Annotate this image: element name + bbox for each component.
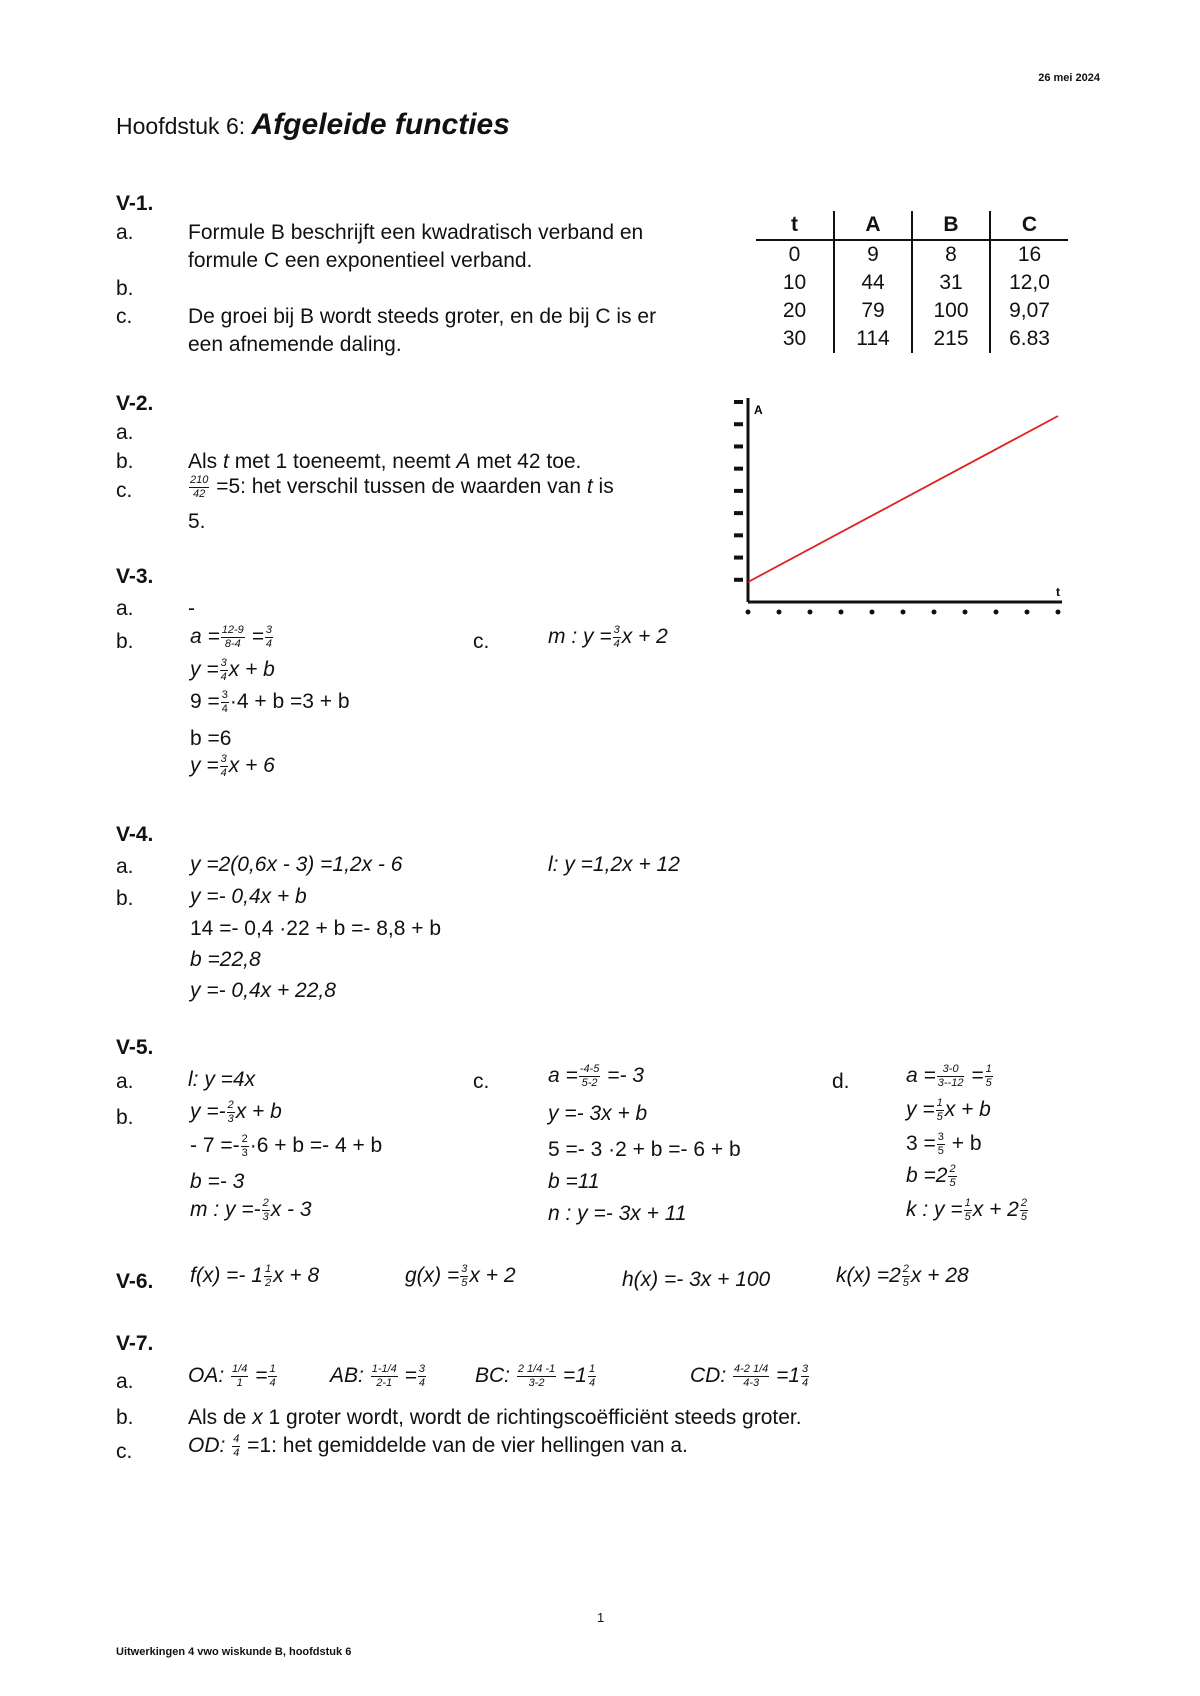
v3-a-letter: a. [116, 597, 134, 620]
x-tick [901, 610, 906, 615]
v4-b-line4: y =- 0,4x + 22,8 [190, 979, 336, 1002]
v4-a-text: y =2(0,6x - 3) =1,2x - 6 [190, 853, 403, 876]
var-t: t [586, 475, 593, 499]
v2-c-line2: 5. [188, 510, 206, 533]
series-line [748, 416, 1058, 582]
v5-b-line1: y =- $\frac{2}{3}$ x + b [190, 1099, 282, 1125]
v5-a-letter: a. [116, 1070, 134, 1093]
section-v1-label: V-1. [116, 192, 154, 215]
v7-c-letter: c. [116, 1440, 133, 1463]
fraction: $\frac{3}{4}$ [418, 1363, 426, 1389]
v2-c-text [188, 475, 614, 500]
chart-series [748, 416, 1058, 582]
v5-c-line3: 5 =- 3 ·2 + b =- 6 + b [548, 1138, 741, 1161]
v5-b-line4: m : y =- $\frac{2}{3}$ x - 3 [190, 1197, 312, 1223]
v7-b-letter: b. [116, 1406, 134, 1429]
x-tick [746, 610, 751, 615]
v3-b-line2: y = $\frac{3}{4}$ x + b [190, 657, 275, 683]
v4-b-letter: b. [116, 887, 134, 910]
var-t: t [223, 450, 229, 473]
table-row [756, 269, 1068, 297]
v7-a-letter: a. [116, 1370, 134, 1393]
v7-b-text: Als de x 1 groter wordt, wordt de richtingscoëfficiënt steeds groter. [188, 1406, 802, 1429]
x-tick [777, 610, 782, 615]
fraction: $\frac{3}{5}$ [461, 1263, 468, 1289]
table-cell: 114 [834, 325, 912, 353]
v3-b-line3: 9 = $\frac{3}{4}$ ·4 + b =3 + b [190, 689, 350, 715]
line-chart [720, 380, 1085, 620]
x-tick [808, 610, 813, 615]
section-v3-label: V-3. [116, 565, 154, 588]
section-v5-label: V-5. [116, 1036, 154, 1059]
v1-a-letter: a. [116, 221, 134, 244]
chart-xlabel: t [1056, 585, 1060, 599]
table-cell: 12,0 [990, 269, 1068, 297]
table-row [756, 240, 1068, 269]
table-header-cell: C [990, 211, 1068, 240]
v3-b-line1: a = $\frac{12-9}{8-4}$ = $\frac{3}{4}$ [190, 624, 273, 650]
v5-c-line4: b =11 [548, 1170, 600, 1193]
v5-d-line3: 3 = $\frac{3}{5}$ + b [906, 1131, 982, 1157]
v2-c-letter: c. [116, 479, 133, 502]
fraction: $\frac{1}{4}$ [269, 1363, 276, 1389]
v3-c-letter: c. [473, 630, 490, 653]
x-tick [870, 610, 875, 615]
v7-a-cd: CD: $\frac{4-2 1/4}{4-3}$ =1 $\frac{3}{4}$ [690, 1363, 809, 1389]
table-cell: 8 [912, 240, 990, 269]
v5-b-letter: b. [116, 1106, 134, 1129]
fraction: $\frac{2}{3}$ [241, 1133, 248, 1159]
v5-d-line1: a = $\frac{3-0}{3--12}$ = $\frac{1}{5}$ [906, 1063, 992, 1089]
chart-axes [734, 398, 1062, 615]
text-run: Als [188, 450, 224, 473]
v2-b-text [188, 450, 581, 474]
fraction: $\frac{3}{4}$ [613, 624, 620, 650]
y-tick [734, 556, 743, 560]
fraction: $\frac{1}{5}$ [964, 1197, 971, 1223]
fraction: $\frac{2}{5}$ [902, 1263, 909, 1289]
y-tick [734, 578, 743, 582]
v5-c-line1: a = $\frac{-4-5}{5-2}$ =- 3 [548, 1063, 644, 1089]
x-tick [839, 610, 844, 615]
v7-a-oa: OA: $\frac{1/4}{1}$ = $\frac{1}{4}$ [188, 1363, 276, 1389]
var-A: A [456, 450, 471, 473]
v5-d-line2: y = $\frac{1}{5}$ x + b [906, 1097, 991, 1123]
v6-h: h(x) =- 3x + 100 [622, 1268, 771, 1291]
v1-c-line2: een afnemende daling. [188, 333, 402, 356]
v5-b-line3: b =- 3 [190, 1170, 245, 1193]
x-tick [1056, 610, 1061, 615]
v1-a-line2: formule C een exponentieel verband. [188, 249, 533, 272]
y-tick [734, 422, 743, 426]
fraction: $\frac{2}{5}$ [949, 1163, 956, 1189]
v7-a-ab: AB: $\frac{1-1/4}{2-1}$ = $\frac{3}{4}$ [330, 1363, 426, 1389]
text-run: =5 [210, 475, 241, 499]
v4-a-letter: a. [116, 855, 134, 878]
table-cell: 9 [834, 240, 912, 269]
v3-a-text: - [188, 597, 195, 620]
table-cell: 79 [834, 297, 912, 325]
table-cell: 0 [788, 243, 801, 266]
fraction: $\frac{2}{3}$ [227, 1099, 234, 1125]
x-tick [963, 610, 968, 615]
table-cell: 215 [912, 325, 990, 353]
x-tick [932, 610, 937, 615]
v4-a-l: l: y =1,2x + 12 [548, 853, 680, 876]
y-tick [734, 511, 743, 515]
table-row [756, 297, 1068, 325]
table-cell: 30 [782, 327, 807, 350]
v4-b-line3: b =22,8 [190, 948, 261, 971]
v5-b-line2: - 7 =- $\frac{2}{3}$ ·6 + b =- 4 + b [190, 1133, 383, 1159]
fraction: $\frac{4}{4}$ [233, 1433, 240, 1459]
table-cell: 100 [912, 297, 990, 325]
fraction: $\frac{1-1/4}{2-1}$ [371, 1363, 397, 1389]
fraction: $\frac{3}{4}$ [265, 624, 273, 650]
table-cell: 9,07 [990, 297, 1068, 325]
fraction: $\frac{3}{5}$ [937, 1131, 944, 1157]
y-tick [734, 444, 743, 448]
table-cell: 31 [912, 269, 990, 297]
v2-a-letter: a. [116, 421, 134, 444]
fraction: $\frac{210}{42}$ [190, 474, 209, 500]
header-date: 26 mei 2024 [1038, 72, 1100, 84]
fraction: $\frac{4-2 1/4}{4-3}$ [734, 1363, 769, 1389]
text-run: is [592, 475, 614, 499]
fraction: $\frac{2}{3}$ [262, 1197, 269, 1223]
fraction: $\frac{12-9}{8-4}$ [221, 624, 244, 650]
table-header-cell: B [912, 211, 990, 240]
v5-d-line4: b =2 $\frac{2}{5}$ [906, 1163, 956, 1189]
v3-b-line5: y = $\frac{3}{4}$ x + 6 [190, 753, 275, 779]
v4-b-line1: y =- 0,4x + b [190, 885, 307, 908]
value-table [756, 211, 1068, 353]
v5-c-line5: n : y =- 3x + 11 [548, 1202, 687, 1225]
footer-left: Uitwerkingen 4 vwo wiskunde B, hoofdstuk 6 [116, 1646, 352, 1658]
text-run: : het verschil tussen de waarden van [240, 475, 587, 499]
table-cell: 6.83 [990, 325, 1068, 353]
fraction: $\frac{2}{5}$ [1020, 1197, 1027, 1223]
fraction: $\frac{3}{4}$ [221, 689, 228, 715]
fraction: $\frac{3}{4}$ [220, 753, 227, 779]
v3-b-line4: b =6 [190, 727, 232, 750]
fraction: $\frac{1}{5}$ [985, 1063, 992, 1089]
x-tick [994, 610, 999, 615]
v3-c-text: m : y = $\frac{3}{4}$ x + 2 [548, 624, 668, 650]
v6-g: g(x) = $\frac{3}{5}$ x + 2 [405, 1263, 516, 1289]
page-title [116, 108, 510, 142]
page-number: 1 [597, 1610, 605, 1625]
text-run: met 42 toe. [470, 450, 582, 473]
v7-c-text: OD: $\frac{4}{4}$ =1: het gemiddelde van de vier hellingen van a. [188, 1433, 688, 1459]
section-v7-label: V-7. [116, 1332, 154, 1355]
section-v2-label: V-2. [116, 392, 154, 415]
table-row [756, 325, 1068, 353]
fraction: $\frac{2 1/4 -1}{3-2}$ [517, 1363, 556, 1389]
fraction: $\frac{3-0}{3--12}$ [937, 1063, 964, 1089]
y-tick [734, 400, 743, 404]
section-v4-label: V-4. [116, 823, 154, 846]
table-cell: 10 [782, 271, 807, 294]
title-prefix: Hoofdstuk 6: [116, 113, 246, 139]
chart-ylabel: A [754, 403, 763, 417]
v6-f: f(x) =- 1 $\frac{1}{2}$ x + 8 [190, 1263, 320, 1289]
fraction: $\frac{3}{4}$ [220, 657, 227, 683]
v3-b-letter: b. [116, 630, 134, 653]
text-run: met 1 toeneemt, neemt [228, 450, 457, 473]
y-tick [734, 533, 743, 537]
table-header-cell: A [834, 211, 912, 240]
v6-k: k(x) =2 $\frac{2}{5}$ x + 28 [836, 1263, 969, 1289]
v5-c-line2: y =- 3x + b [548, 1102, 648, 1125]
fraction: $\frac{-4-5}{5-2}$ [579, 1063, 600, 1089]
x-tick [1025, 610, 1030, 615]
fraction: $\frac{1/4}{1}$ [232, 1363, 248, 1389]
table-header-cell: t [756, 211, 834, 240]
v7-a-bc: BC: $\frac{2 1/4 -1}{3-2}$ =1 $\frac{1}{4}$ [475, 1363, 596, 1389]
v5-a-text: l: y =4x [188, 1068, 256, 1091]
table-cell: 44 [834, 269, 912, 297]
v5-c-letter: c. [473, 1070, 490, 1093]
v1-b-letter: b. [116, 277, 134, 300]
fraction: $\frac{1}{4}$ [588, 1363, 596, 1389]
v1-a-line1: Formule B beschrijft een kwadratisch verband en [188, 221, 644, 244]
table-header-row [756, 211, 1068, 240]
v2-b-letter: b. [116, 450, 134, 473]
table-cell: 20 [782, 299, 807, 322]
section-v6-label: V-6. [116, 1270, 154, 1293]
fraction: $\frac{3}{4}$ [802, 1363, 809, 1389]
v5-d-line5: k : y = $\frac{1}{5}$ x + 2 $\frac{2}{5}$ [906, 1197, 1027, 1223]
y-tick [734, 467, 743, 471]
v5-d-letter: d. [832, 1070, 850, 1093]
fraction: $\frac{1}{2}$ [264, 1263, 272, 1289]
v1-c-line1: De groei bij B wordt steeds groter, en de bij C is er [188, 305, 657, 328]
fraction: $\frac{1}{5}$ [936, 1097, 943, 1123]
y-tick [734, 489, 743, 493]
title-main: Afgeleide functies [251, 108, 510, 141]
v4-b-line2: 14 =- 0,4 ·22 + b =- 8,8 + b [190, 917, 442, 940]
table-cell: 16 [990, 240, 1068, 269]
v1-c-letter: c. [116, 305, 133, 328]
